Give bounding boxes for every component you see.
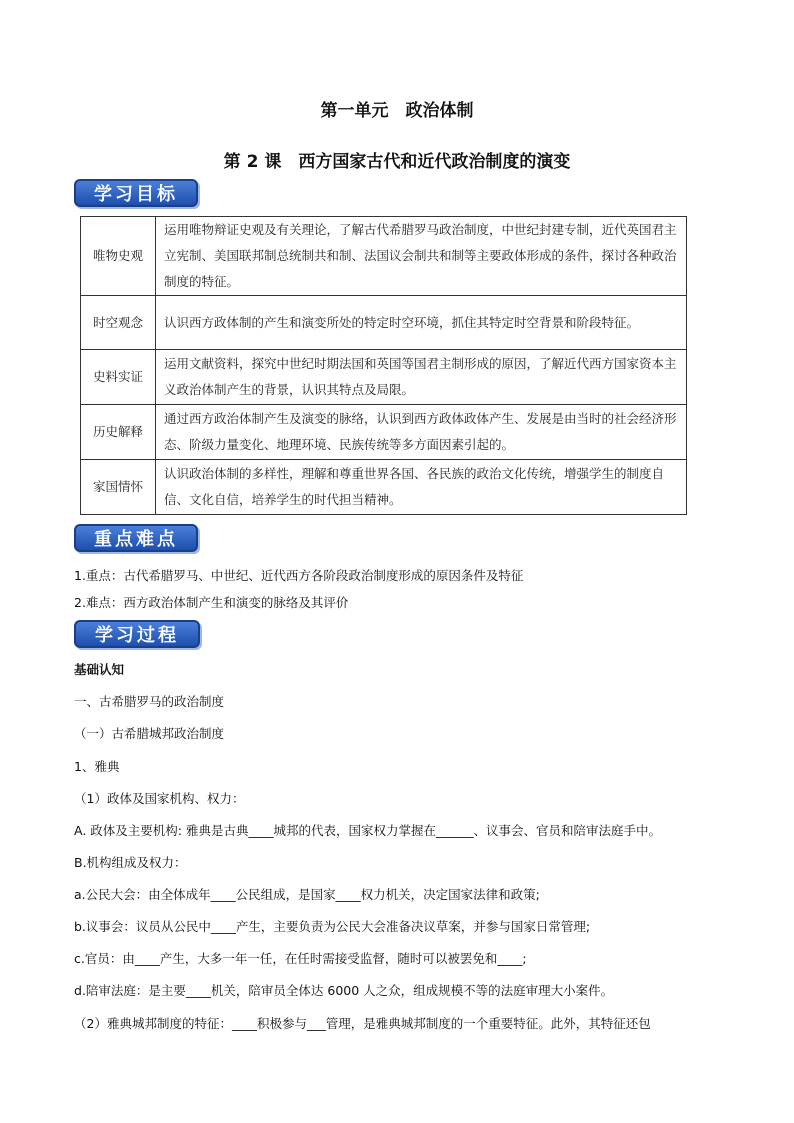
text-line: B.机构组成及权力：	[74, 855, 187, 870]
key-point-line: 1.重点：古代希腊罗马、中世纪、近代西方各阶段政治制度形成的原因条件及特征	[74, 568, 524, 583]
goal-text: 运用文献资料，探究中世纪时期法国和英国等国君主制形成的原因，了解近代西方国家资本主义政治体制产生的背景，认识其特点及局限。	[156, 350, 687, 405]
text-line: （2）雅典城邦制度的特征：____积极参与___管理，是雅典城邦制度的一个重要特征。此外，其特征还包	[74, 1016, 651, 1031]
key-points-banner: 重点难点	[74, 524, 198, 552]
text-line: b.议事会：议员从公民中____产生，主要负责为公民大会准备决议草案，并参与国家日常管理;	[74, 919, 591, 934]
learning-process-banner: 学习过程	[74, 620, 200, 648]
text-line: 一、古希腊罗马的政治制度	[74, 694, 225, 709]
difficulty-line: 2.难点：西方政治体制产生和演变的脉络及其评价	[74, 595, 349, 610]
goal-text: 认识政治体制的多样性，理解和尊重世界各国、各民族的政治文化传统，增强学生的制度自信、文化自信，培养学生的时代担当精神。	[156, 460, 687, 515]
text-line: d.陪审法庭：是主要____机关，陪审员全体达 6000 人之众，组成规模不等的法庭审理大小案件。	[74, 983, 614, 998]
goal-key: 史料实证	[81, 350, 156, 405]
text-line: 1、雅典	[74, 759, 120, 774]
learning-goals-table	[80, 216, 687, 515]
table-row	[81, 350, 687, 405]
goal-key: 家国情怀	[81, 460, 156, 515]
table-row	[81, 405, 687, 460]
unit-title: 第一单元 政治体制	[320, 101, 474, 121]
table-row	[81, 460, 687, 515]
learning-goals-banner: 学习目标	[74, 179, 198, 207]
text-line: a.公民大会：由全体成年____公民组成，是国家____权力机关，决定国家法律和政策;	[74, 887, 540, 902]
text-line: A. 政体及主要机构: 雅典是古典____城邦的代表，国家权力掌握在______、议事会、官员和陪审法庭手中。	[74, 823, 661, 838]
text-line: （1）政体及国家机构、权力：	[74, 791, 245, 806]
goal-text: 认识西方政体制的产生和演变所处的特定时空环境，抓住其特定时空背景和阶段特征。	[156, 296, 687, 350]
table-row	[81, 217, 687, 296]
table-row	[81, 296, 687, 350]
lesson-title: 第 2 课 西方国家古代和近代政治制度的演变	[223, 152, 571, 172]
goal-text: 通过西方政治体制产生及演变的脉络，认识到西方政体政体产生、发展是由当时的社会经济形态、阶级力量变化、地理环境、民族传统等多方面因素引起的。	[156, 405, 687, 460]
goal-key: 历史解释	[81, 405, 156, 460]
goal-key: 时空观念	[81, 296, 156, 350]
goal-key: 唯物史观	[81, 217, 156, 296]
text-line: c.官员：由____产生，大多一年一任，在任时需接受监督，随时可以被罢免和____;	[74, 951, 527, 966]
text-line: （一）古希腊城邦政治制度	[74, 726, 225, 741]
goal-text: 运用唯物辩证史观及有关理论，了解古代希腊罗马政治制度，中世纪封建专制，近代英国君主立宪制、美国联邦制总统制共和制、法国议会制共和制等主要政体形成的条件，探讨各种政治制度的特征。	[156, 217, 687, 296]
section-heading: 基础认知	[74, 662, 125, 677]
